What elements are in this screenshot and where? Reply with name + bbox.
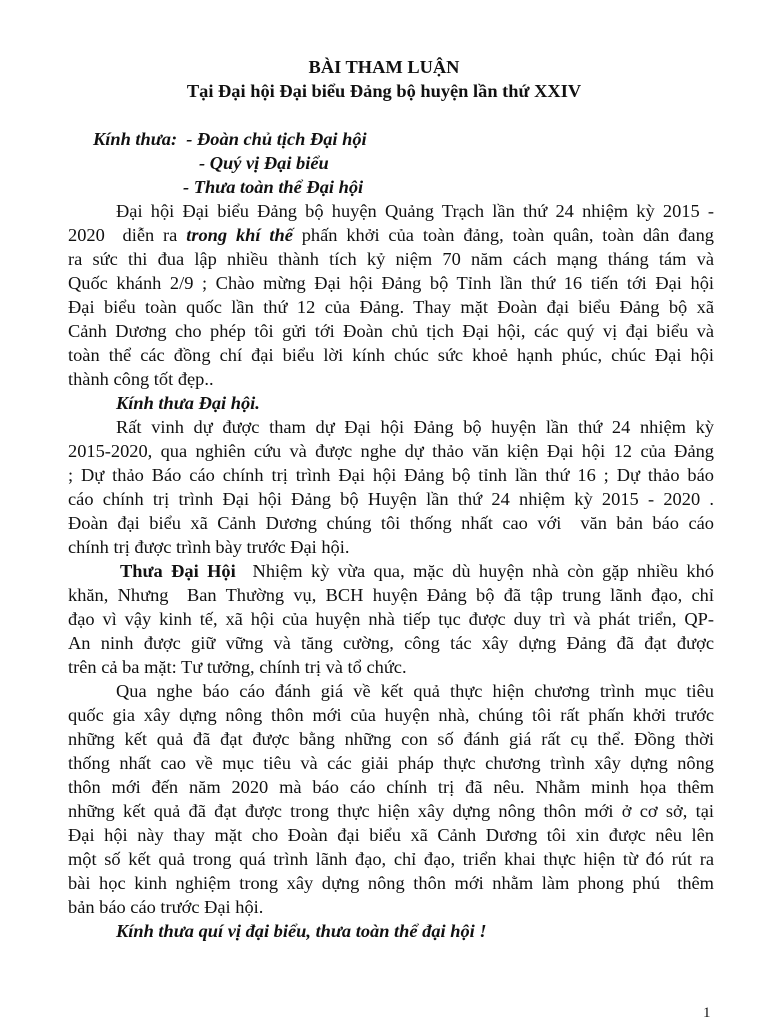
para4-line-9: bài học kinh nghiệm trong xây dựng nông thôn mới nhằm làm phong phú thêm xyxy=(68,873,714,893)
para4-line-1: Qua nghe báo cáo đánh giá về kết quả thực hiện chương trình mục tiêu xyxy=(116,681,714,701)
para4-line-10: bản báo cáo trước Đại hội. xyxy=(68,897,264,917)
para3-line-2: khăn, Nhưng Ban Thường vụ, BCH huyện Đảng bộ đã tập trung lãnh đạo, chỉ xyxy=(68,585,714,605)
document-subtitle: Tại Đại hội Đại biểu Đảng bộ huyện lần thứ XXIV xyxy=(186,81,582,101)
para3-line-4: An ninh được giữ vững và tăng cường, công tác xây dựng Đảng đã đạt được xyxy=(68,633,714,653)
para1-emphasis: trong khí thế xyxy=(186,225,293,245)
para4-line-2: quốc gia xây dựng nông thôn mới của huyện nhà, chúng tôi rất phấn khởi trước xyxy=(68,705,714,725)
para4-line-7: Đại hội này thay mặt cho Đoàn đại biểu xã Cảnh Dương tôi xin được nêu lên xyxy=(68,825,714,845)
para4-line-8: một số kết quả trong quá trình lãnh đạo, chỉ đạo, triển khai thực hiện từ đó rút ra xyxy=(68,849,714,869)
salutation-line-3: - Thưa toàn thể Đại hội xyxy=(183,177,364,197)
para1-line-8: thành công tốt đẹp.. xyxy=(68,369,214,389)
para3-line-1 xyxy=(120,560,714,583)
greeting-heading: Kính thưa Đại hội. xyxy=(116,393,260,413)
document-title: BÀI THAM LUẬN xyxy=(308,57,460,77)
para1-line-2 xyxy=(68,224,714,247)
para3-line-5: trên cả ba mặt: Tư tưởng, chính trị và tổ chức. xyxy=(68,657,407,677)
salutation-line-2: - Quý vị Đại biểu xyxy=(199,153,329,173)
salutation-line-1: Kính thưa: - Đoàn chủ tịch Đại hội xyxy=(93,129,367,149)
para3-lead: Thưa Đại Hội xyxy=(120,561,236,581)
para3-line-1-rest: Nhiệm kỳ vừa qua, mặc dù huyện nhà còn gặp nhiều khó xyxy=(235,561,714,581)
para2-line-4: cáo chính trị trình Đại hội Đảng bộ Huyện lần thứ 24 nhiệm kỳ 2015 - 2020 . xyxy=(68,489,714,509)
para2-line-6: chính trị được trình bày trước Đại hội. xyxy=(68,537,350,557)
para2-line-1: Rất vinh dự được tham dự Đại hội Đảng bộ huyện lần thứ 24 nhiệm kỳ xyxy=(116,417,714,437)
para1-line-7: toàn thể các đồng chí đại biểu lời kính chúc sức khoẻ hạnh phúc, chúc Đại hội xyxy=(68,345,714,365)
para4-line-3: những kết quả đã đạt được bằng những con số đánh giá rất cụ thể. Đồng thời xyxy=(68,729,714,749)
page-number: 1 xyxy=(703,1005,711,1021)
para4-line-6: những kết quả đã đạt được trong thực hiện xây dựng nông thôn mới ở cơ sở, tại xyxy=(68,801,714,821)
para1-line-3: ra sức thi đua lập nhiều thành tích kỷ niệm 70 năm cách mạng tháng tám và xyxy=(68,249,714,269)
para2-line-3: ; Dự thảo Báo cáo chính trị trình Đại hội Đảng bộ tỉnh lần thứ 16 ; Dự thảo báo xyxy=(68,465,714,485)
para4-line-5: thôn mới đến năm 2020 mà báo cáo chính trị đã nêu. Nhằm minh họa thêm xyxy=(68,777,714,797)
para2-line-5: Đoàn đại biểu xã Cảnh Dương chúng tôi thống nhất cao với văn bản báo cáo xyxy=(68,513,714,533)
para1-line-6: Cảnh Dương cho phép tôi gửi tới Đoàn chủ tịch Đại hội, các quý vị đại biểu và xyxy=(68,321,714,341)
para1-line-1: Đại hội Đại biểu Đảng bộ huyện Quảng Trạch lần thứ 24 nhiệm kỳ 2015 - xyxy=(116,201,714,221)
para2-line-2: 2015-2020, qua nghiên cứu và được nghe dự thảo văn kiện Đại hội 12 của Đảng xyxy=(68,441,714,461)
para1-line-4: Quốc khánh 2/9 ; Chào mừng Đại hội Đảng bộ Tỉnh lần thứ 16 tiến tới Đại hội xyxy=(68,273,714,293)
para1-text-a: 2020 diễn ra xyxy=(68,225,187,245)
closing-line: Kính thưa quí vị đại biểu, thưa toàn thể đại hội ! xyxy=(116,921,487,941)
para1-line-5: Đại biểu toàn quốc lần thứ 12 của Đảng. Thay mặt Đoàn đại biểu Đảng bộ xã xyxy=(68,297,714,317)
para4-line-4: thống nhất cao về mục tiêu và các giải pháp thực chương trình xây dựng nông xyxy=(68,753,714,773)
para1-text-c: phấn khởi của toàn đảng, toàn quân, toàn dân đang xyxy=(292,225,714,245)
para3-line-3: đạo vì vậy kinh tế, xã hội của huyện nhà tiếp tục được duy trì và phát triển, QP- xyxy=(68,609,714,629)
